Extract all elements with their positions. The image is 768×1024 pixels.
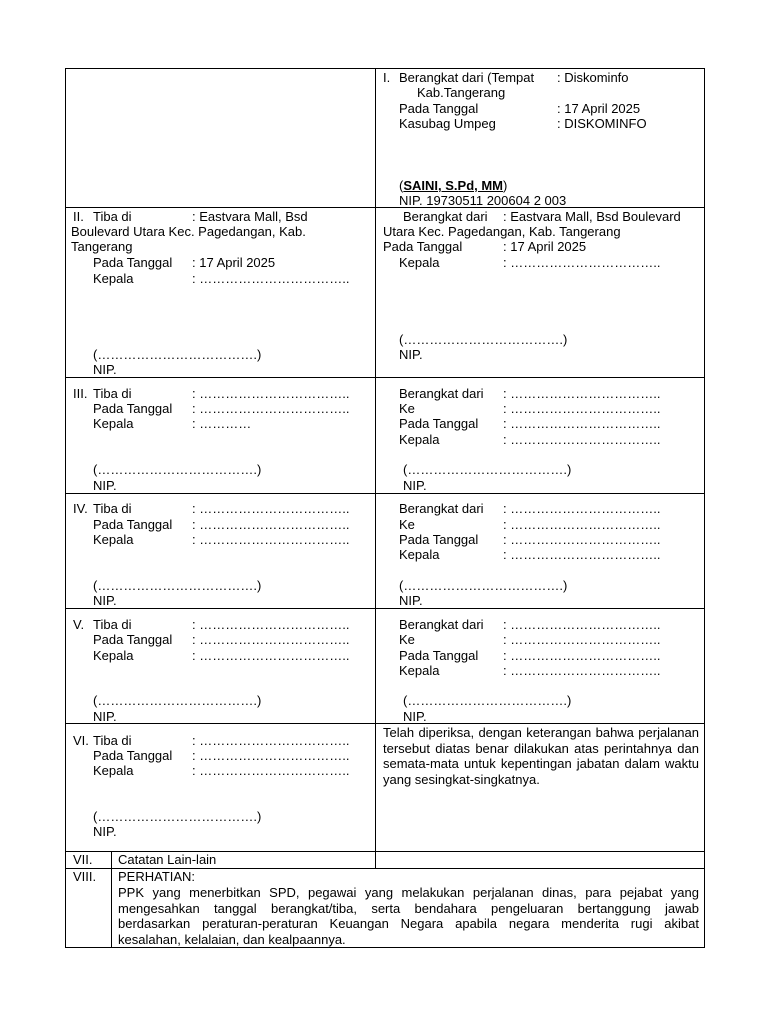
depart-label: Berangkat dari: [399, 501, 484, 516]
date-label: Pada Tanggal: [399, 101, 479, 116]
notes-label: Catatan Lain-lain: [118, 852, 217, 867]
number-column-divider: [111, 851, 112, 948]
section-number: III.: [73, 386, 88, 401]
to-value: : ……………………………..: [503, 401, 661, 416]
head-label: Kepala: [93, 763, 134, 778]
sign-placeholder: (……………………………….): [93, 462, 262, 477]
row-divider: [65, 493, 705, 494]
section-number: VII.: [73, 852, 93, 867]
right-head-value: : ……………………………..: [503, 432, 661, 447]
right-date-label: Pada Tanggal: [399, 648, 479, 663]
arrive-value-line2: Boulevard Utara Kec. Pagedangan, Kab.: [71, 224, 306, 239]
date-label: Pada Tanggal: [93, 517, 173, 532]
nip-label: NIP.: [399, 593, 423, 608]
depart-value: : ……………………………..: [503, 386, 661, 401]
right-head-label: Kepala: [399, 663, 440, 678]
sign-placeholder: (……………………………….): [399, 578, 568, 593]
row-divider: [65, 608, 705, 609]
arrive-label: Tiba di: [93, 617, 132, 632]
arrive-value: : ……………………………..: [192, 501, 350, 516]
head-label: Kasubag Umpeg: [399, 116, 496, 131]
arrive-value: : ……………………………..: [192, 733, 350, 748]
date-value: : ……………………………..: [192, 748, 350, 763]
attention-body: PPK yang menerbitkan SPD, pegawai yang melakukan perjalanan dinas, para pejabat yang mengesahkan tanggal berangkat/tiba, serta bendahara pengeluaran bertanggung jawab berdasarkan peraturan-peraturan Keuangan Negara apabila negara menderita rugi akibat kesalahan, kelalaian, dan kealpaannya.: [118, 885, 699, 947]
column-divider: [375, 68, 376, 868]
head-label: Kepala: [93, 416, 134, 431]
arrive-label: Tiba di: [93, 501, 132, 516]
right-head-label: Kepala: [399, 255, 440, 270]
right-date-value: : ……………………………..: [503, 648, 661, 663]
section-number: VIII.: [73, 869, 97, 884]
depart-label: Berangkat dari: [399, 617, 484, 632]
depart-label: Berangkat dari: [403, 209, 488, 224]
right-head-label: Kepala: [399, 547, 440, 562]
right-date-label: Pada Tanggal: [399, 416, 479, 431]
nip-label: NIP.: [93, 593, 117, 608]
nip-label: NIP.: [93, 478, 117, 493]
head-label: Kepala: [93, 271, 134, 286]
right-head-label: Kepala: [399, 432, 440, 447]
arrive-value: : Eastvara Mall, Bsd: [192, 209, 308, 224]
depart-value-line2: Utara Kec. Pagedangan, Kab. Tangerang: [383, 224, 621, 239]
section-number: VI.: [73, 733, 89, 748]
head-label: Kepala: [93, 648, 134, 663]
head-label: Kepala: [93, 532, 134, 547]
to-value: : ……………………………..: [503, 632, 661, 647]
row-divider: [65, 207, 705, 208]
head-value: : DISKOMINFO: [557, 116, 647, 131]
head-value: : ……………………………..: [192, 763, 350, 778]
attention-title: PERHATIAN:: [118, 869, 196, 884]
date-label: Pada Tanggal: [93, 632, 173, 647]
to-label: Ke: [399, 401, 415, 416]
sign-placeholder: (……………………………….): [93, 347, 262, 362]
date-label: Pada Tanggal: [93, 401, 173, 416]
right-date-label: Pada Tanggal: [383, 239, 463, 254]
head-value: : ……………………………..: [192, 271, 350, 286]
to-label: Ke: [399, 632, 415, 647]
arrive-label: Tiba di: [93, 733, 132, 748]
sign-placeholder: (……………………………….): [93, 809, 262, 824]
to-label: Ke: [399, 517, 415, 532]
signer-nip: NIP. 19730511 200604 2 003: [399, 193, 567, 208]
arrive-value: : ……………………………..: [192, 386, 350, 401]
right-head-value: : ……………………………..: [503, 547, 661, 562]
sign-placeholder: (……………………………….): [403, 693, 572, 708]
section-number: V.: [73, 617, 85, 632]
depart-value: : ……………………………..: [503, 501, 661, 516]
arrive-value: : ……………………………..: [192, 617, 350, 632]
date-label: Pada Tanggal: [93, 748, 173, 763]
right-date-value: : ……………………………..: [503, 416, 661, 431]
sign-placeholder: (……………………………….): [93, 693, 262, 708]
right-date-value: : 17 April 2025: [503, 239, 587, 254]
head-value: : ……………………………..: [192, 532, 350, 547]
depart-label: Berangkat dari: [399, 386, 484, 401]
nip-label: NIP.: [93, 362, 117, 377]
date-value: : ……………………………..: [192, 632, 350, 647]
depart-label: Berangkat dari (Tempat: [399, 70, 535, 85]
depart-value: : Diskominfo: [557, 70, 629, 85]
date-label: Pada Tanggal: [93, 255, 173, 270]
nip-label: NIP.: [403, 478, 427, 493]
arrive-label: Tiba di: [93, 386, 132, 401]
head-value: : ……………………………..: [192, 648, 350, 663]
date-value: : 17 April 2025: [192, 255, 276, 270]
row-divider: [65, 723, 705, 724]
signer-name-line: (SAINI, S.Pd, MM): [399, 178, 508, 193]
date-value: : 17 April 2025: [557, 101, 641, 116]
nip-label: NIP.: [399, 347, 423, 362]
sign-placeholder: (……………………………….): [93, 578, 262, 593]
date-value: : ……………………………..: [192, 517, 350, 532]
section-number: IV.: [73, 501, 88, 516]
row-divider: [65, 377, 705, 378]
arrive-label: Tiba di: [93, 209, 132, 224]
depart-value: : Eastvara Mall, Bsd Boulevard: [503, 209, 681, 224]
right-date-label: Pada Tanggal: [399, 532, 479, 547]
head-value: : …………: [192, 416, 252, 431]
right-head-value: : ……………………………..: [503, 663, 661, 678]
signer-name: SAINI, S.Pd, MM: [403, 178, 504, 193]
section-number: I.: [383, 70, 391, 85]
section-number: II.: [73, 209, 84, 224]
to-value: : ……………………………..: [503, 517, 661, 532]
right-head-value: : ……………………………..: [503, 255, 661, 270]
right-date-value: : ……………………………..: [503, 532, 661, 547]
verification-text: Telah diperiksa, dengan keterangan bahwa perjalanan tersebut diatas benar dilakukan atas perintahnya dan semata-mata untuk kepentingan jabatan dalam waktu yang sesingkat-singkatnya.: [383, 725, 699, 787]
nip-label: NIP.: [403, 709, 427, 724]
sign-placeholder: (……………………………….): [403, 462, 572, 477]
depart-value-cont: Kab.Tangerang: [417, 85, 506, 100]
date-value: : ……………………………..: [192, 401, 350, 416]
nip-label: NIP.: [93, 709, 117, 724]
nip-label: NIP.: [93, 824, 117, 839]
arrive-value-line3: Tangerang: [71, 239, 133, 254]
depart-value: : ……………………………..: [503, 617, 661, 632]
sign-placeholder: (……………………………….): [399, 332, 568, 347]
